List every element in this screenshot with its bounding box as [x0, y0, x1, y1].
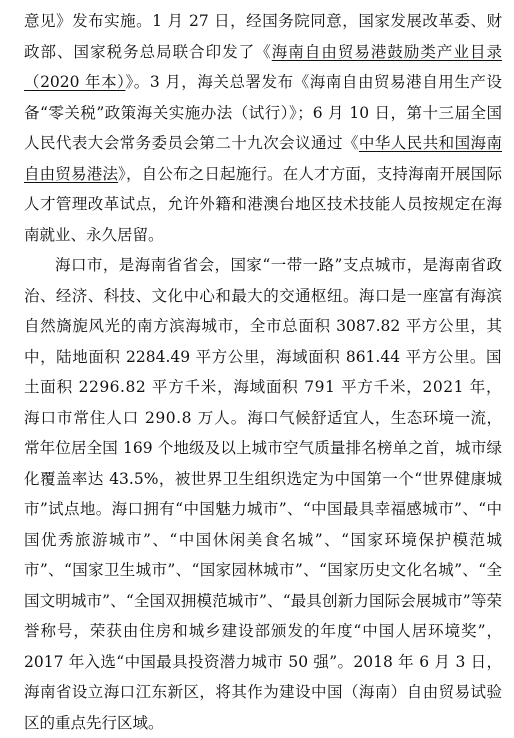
paragraph-haikou-text-1: 海口市，是海南省省会，国家“一带一路”支点城市，是海南省政治、经济、科技、文化中心和最大的交通枢纽。海口是一座富有海滨自然旖旎风光的南方滨海城市，全市总面积 3087.82 平方公里，其中，陆地面积 2284.49 平方公里，海域面积 861.44 平方公里。 — [24, 256, 502, 366]
paragraph-policy-text-3: 》，自公布之日起施行。在人才方面，支持海南开展国际人才管理改革试点，允许外籍和港澳台地区技术技能人员按规定在海南就业、永久居留。 — [24, 164, 502, 244]
paragraph-haikou — [24, 250, 502, 738]
paragraph-haikou-text-2: 国土面积 2296.82 平方千米，海域面积 791 平方千米，2021 年，海口市常住人口 290.8 万人。 — [24, 347, 502, 427]
paragraph-policy-text-1: 意见》发布实施。1 月 27 日，经国务院同意，国家发展改革委、财政部、国家税务总局联合印发了《 — [24, 12, 502, 61]
paragraph-policy-text-2: 》。3 月，海关总署发布《海南自由贸易港自用生产设备“零关税”政策海关实施办法（试行）》；6 月 10 日，第十三届全国人民代表大会常务委员会第二十九次会议通过《 — [24, 73, 502, 152]
free-trade-port-law-link[interactable]: 中华人民共和国海南自由贸易港法 — [24, 134, 502, 183]
industry-catalogue-link[interactable]: 海南自由贸易港鼓励类产业目录（2020 年本） — [24, 42, 502, 91]
paragraph-haikou-text-3: 海口气候舒适宜人，生态环境一流，常年位居全国 169 个地级及以上城市空气质量排名榜单之首，城市绿化覆盖率达 43.5%，被世界卫生组织选定为中国第一个“世界健康城市”试点地。海口拥有“中国魅力城市”、“中国最具幸福感城市”、“中国优秀旅游城市”、“中国休闲美食名城”、“国家环境保护模范城市”、“国家卫生城市”、“国家园林城市”、“国家历史文化名城”、“全国文明城市”、“全国双拥模范城市”、“最具创新力国际会展城市”等荣誉称号，荣获由住房和城乡建设部颁发的年度“中国人居环境奖”，2017 年入选“中国最具投资潜力城市 50 强”。2018 年 6 月 3 日，海南省设立海口江东新区，将其作为建设中国（海南）自由贸易试验区的重点先行区域。 — [24, 408, 502, 732]
paragraph-policy — [24, 6, 502, 250]
